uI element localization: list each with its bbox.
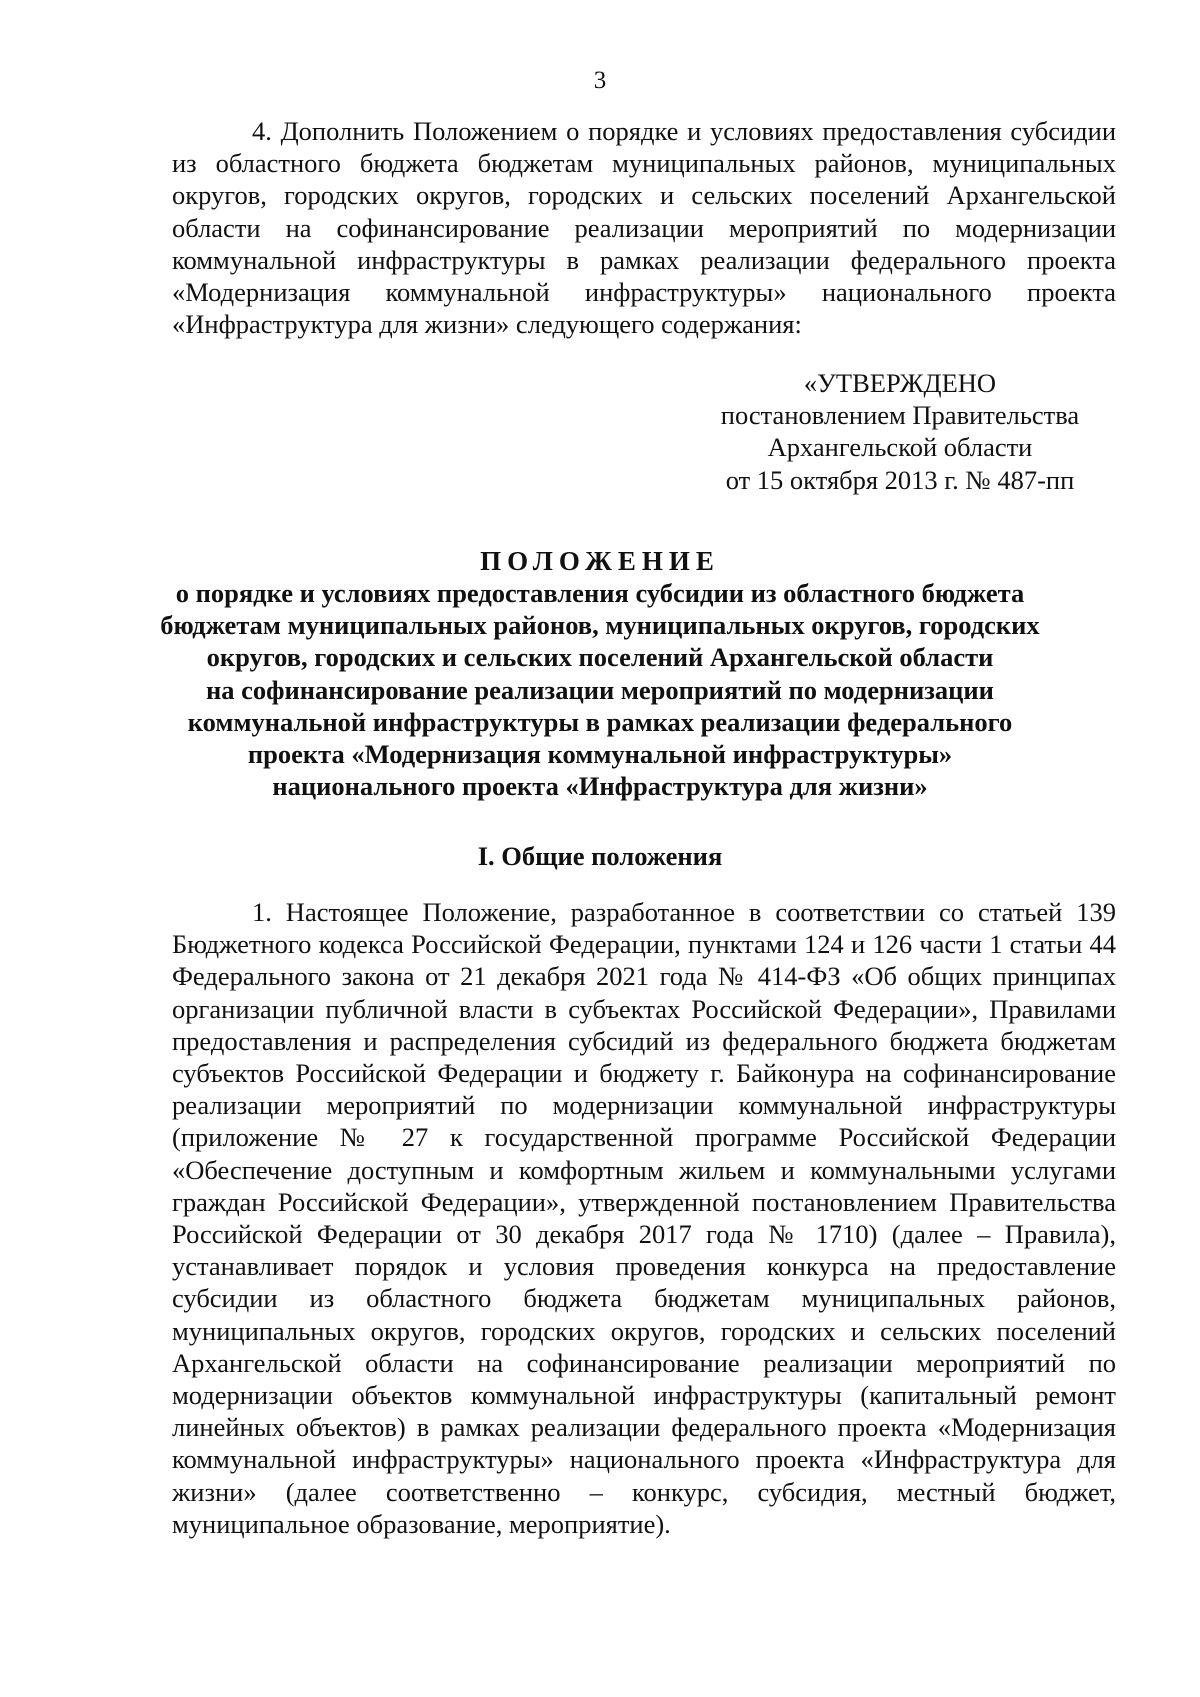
subtitle-line: проекта «Модернизация коммунальной инфраструктуры»	[247, 739, 953, 770]
section-heading: I. Общие положения	[477, 841, 723, 871]
subtitle-line: бюджетам муниципальных районов, муниципальных округов, городских	[160, 610, 1040, 641]
approval-line: Архангельской области	[767, 432, 1033, 463]
intro-paragraph: 4. Дополнить Положением о порядке и условиях предоставления субсидии из областного бюджета бюджетам муниципальных районов, муниципальных округов, городских округов, городских и сельских поселений Архангельской области на софинансирование реализации мероприятий по модернизации коммунальной инфраструктуры в рамках реализации федерального проекта «Модернизация коммунальной инфраструктуры» национального проекта «Инфраструктура для жизни» следующего содержания:	[172, 116, 1116, 340]
subtitle-line: о порядке и условиях предоставления субсидии из областного бюджета	[175, 578, 1025, 608]
subtitle-line: округов, городских и сельских поселений Архангельской области	[206, 642, 994, 673]
intro-block	[172, 115, 1116, 340]
main-paragraph: 1. Настоящее Положение, разработанное в соответствии со статьей 139 Бюджетного кодекса Российской Федерации, пунктами 124 и 126 части 1 статьи 44 Федерального закона от 21 декабря 2021 года № 414-ФЗ «Об общих принципах организации публичной власти в субъектах Российской Федерации», Правилами предоставления и распределения субсидий из федерального бюджета бюджетам субъектов Российской Федерации и бюджету г. Байконура на софинансирование реализации мероприятий по модернизации коммунальной инфраструктуры (приложение № 27 к государственной программе Российской Федерации «Обеспечение доступным и комфортным жильем и коммунальными услугами граждан Российской Федерации», утвержденной постановлением Правительства Российской Федерации от 30 декабря 2017 года № 1710) (далее – Правила), устанавливает порядок и условия проведения конкурса на предоставление субсидии из областного бюджета бюджетам муниципальных районов, муниципальных округов, городских округов, городских и сельских поселений Архангельской области на софинансирование реализации мероприятий по модернизации объектов коммунальной инфраструктуры (капитальный ремонт линейных объектов) в рамках реализации федерального проекта «Модернизация коммунальной инфраструктуры» национального проекта «Инфраструктура для жизни» (далее соответственно – конкурс, субсидия, местный бюджет, муниципальное образование, мероприятие).	[172, 897, 1116, 1539]
approval-line: «УТВЕРЖДЕНО	[803, 368, 997, 398]
approval-line: от 15 октября 2013 г. № 487-пп	[725, 464, 1075, 495]
subtitle-line: национального проекта «Инфраструктура для жизни»	[272, 771, 928, 802]
main-block	[172, 896, 1116, 1540]
subtitle-line: на софинансирование реализации мероприятий по модернизации	[206, 674, 994, 705]
approval-stamp	[700, 367, 1100, 496]
document-title: ПОЛОЖЕНИЕ	[480, 546, 720, 576]
document-subtitle	[150, 577, 1050, 802]
approval-line: постановлением Правительства	[720, 400, 1080, 431]
subtitle-line: коммунальной инфраструктуры в рамках реализации федерального	[187, 706, 1013, 737]
page-number: 3	[593, 67, 607, 94]
